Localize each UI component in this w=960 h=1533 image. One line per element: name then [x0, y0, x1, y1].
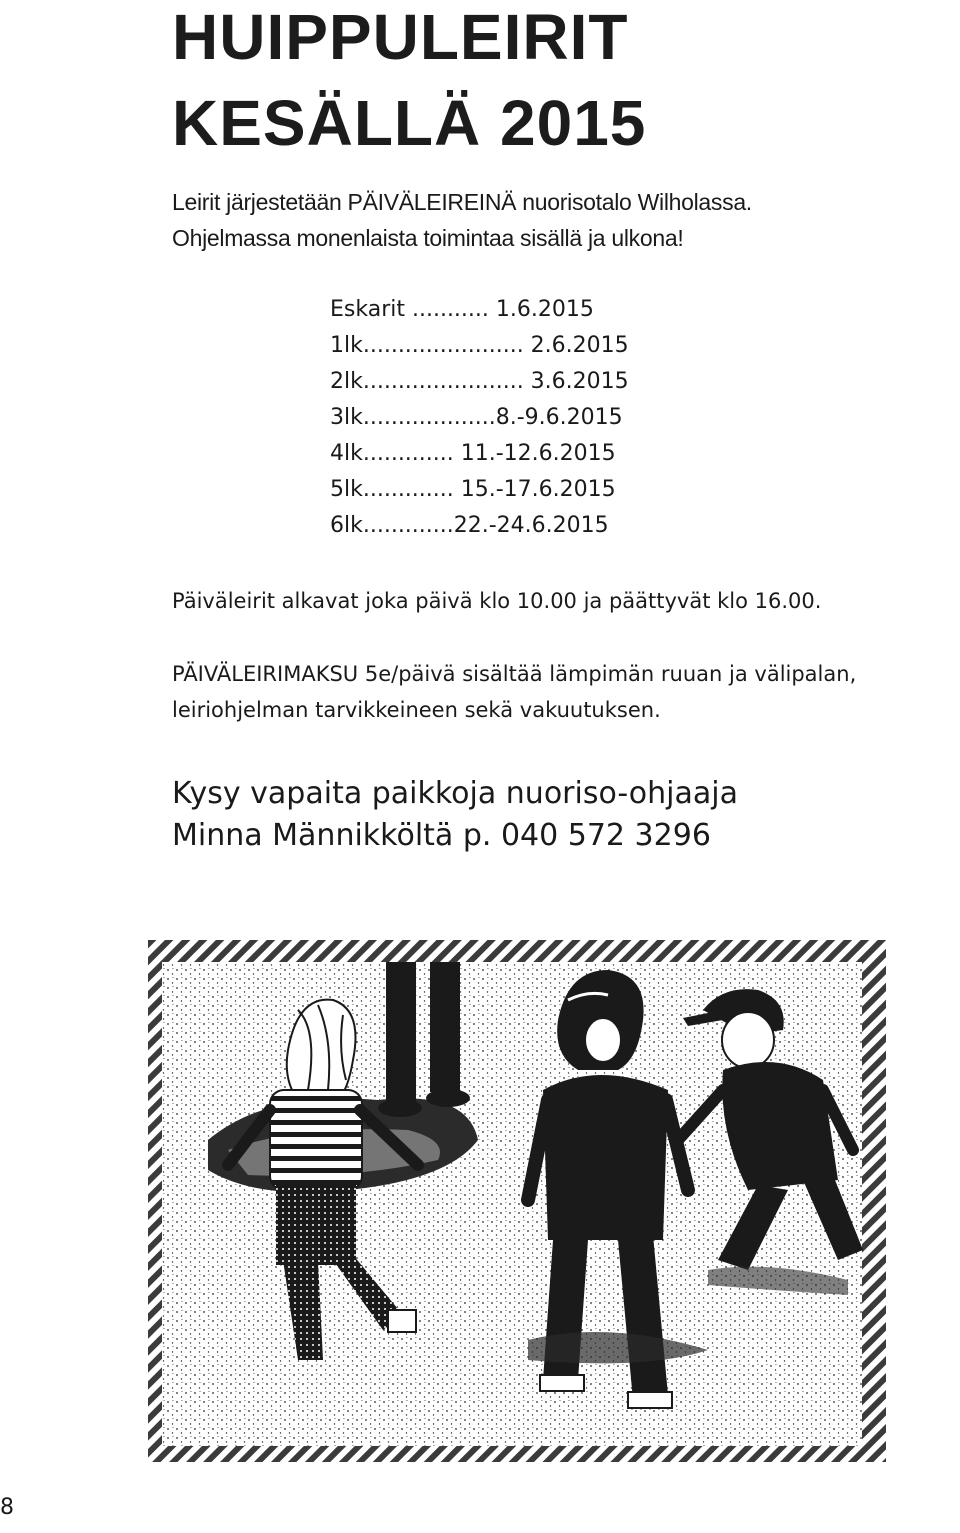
intro-line-1: Leirit järjestetään PÄIVÄLEIREINÄ nuorisotalo Wilholassa. [172, 189, 752, 215]
camp-schedule [330, 292, 629, 544]
schedule-item: 4lk............. 11.-12.6.2015 [330, 441, 616, 466]
title-line-1: HUIPPULEIRIT [172, 1, 629, 73]
hours-text: Päiväleirit alkavat joka päivä klo 10.00 ja päättyvät klo 16.00. [172, 589, 822, 613]
schedule-item: 2lk....................... 3.6.2015 [330, 369, 629, 394]
contact-line-1: Kysy vapaita paikkoja nuoriso-ohjaaja [172, 776, 738, 811]
schedule-item: 1lk....................... 2.6.2015 [330, 333, 629, 358]
children-running-photo [148, 940, 886, 1462]
fee-paragraph [172, 656, 856, 728]
adult-leg [386, 962, 416, 1102]
schedule-item: 5lk............. 15.-17.6.2015 [330, 477, 616, 502]
adult-leg [430, 962, 460, 1092]
intro-paragraph [172, 184, 752, 256]
schedule-item: Eskarit ........... 1.6.2015 [330, 297, 594, 322]
page-number: 8 [0, 1495, 14, 1520]
fee-line-1: PÄIVÄLEIRIMAKSU 5e/päivä sisältää lämpimän ruuan ja välipalan, [172, 662, 857, 686]
fee-line-2: leiriohjelman tarvikkeineen sekä vakuutuksen. [172, 698, 661, 722]
contact-info [172, 773, 738, 857]
title-line-2: KESÄLLÄ 2015 [172, 87, 647, 159]
contact-line-2: Minna Männikköltä p. 040 572 3296 [172, 818, 711, 853]
schedule-item: 6lk.............22.-24.6.2015 [330, 513, 609, 538]
schedule-item: 3lk...................8.-9.6.2015 [330, 405, 623, 430]
photo-illustration [148, 940, 886, 1462]
intro-line-2: Ohjelmassa monenlaista toimintaa sisällä ja ulkona! [172, 225, 684, 251]
page-title [172, 0, 646, 166]
